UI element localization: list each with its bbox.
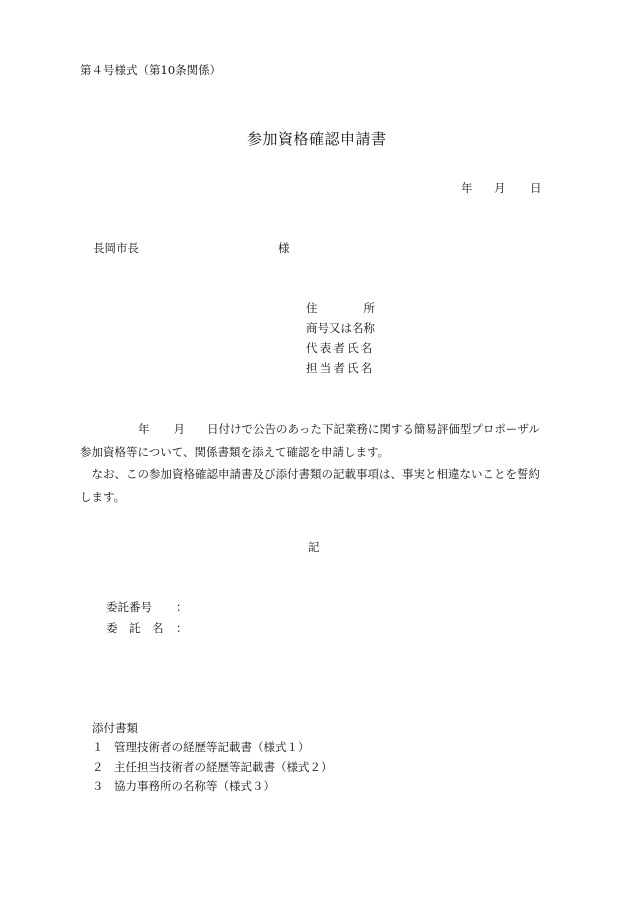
statement-line-2: 参加資格等について、関係書類を添えて確認を申請します。 [80, 444, 390, 459]
attachment-item [92, 780, 275, 794]
ki-heading: 記 [308, 540, 320, 554]
attachments-heading: 添付書類 [92, 721, 138, 735]
applicant-address-label: 住 所 [306, 301, 375, 315]
attachment-text: 管理技術者の経歴等記載書（様式１） [114, 740, 310, 754]
date-day-label: 日 [530, 181, 542, 195]
attachment-text: 協力事務所の名称等（様式３） [114, 779, 275, 793]
statement-line-4: します。 [80, 489, 126, 504]
applicant-representative-label: 代表者氏名 [306, 341, 375, 355]
contract-number-colon: ： [176, 600, 188, 614]
applicant-company-label: 商号又は名称 [306, 321, 375, 335]
contract-number-label: 委託番号 [106, 600, 152, 614]
addressee-name: 長岡市長 [93, 241, 139, 255]
applicant-contact-label: 担当者氏名 [306, 361, 375, 375]
date-month-label: 月 [494, 181, 506, 195]
statement-month: 月 [173, 422, 185, 436]
addressee-honorific: 様 [278, 241, 290, 255]
statement-line-1-text: 日付けで公告のあった下記業務に関する簡易評価型プロポーザル [207, 422, 540, 436]
attachment-item [92, 741, 310, 755]
form-number: 第４号様式（第10条関係） [80, 63, 222, 77]
attachment-number: １ [92, 740, 104, 754]
attachment-text: 主任担当技術者の経歴等記載書（様式２） [114, 760, 333, 774]
statement-year: 年 [138, 422, 150, 436]
attachment-number: ２ [92, 760, 104, 774]
attachment-number: ３ [92, 779, 104, 793]
statement-line-1 [80, 418, 556, 441]
contract-name-label: 委 託 名 [106, 621, 164, 635]
contract-name-colon: ： [176, 621, 188, 635]
attachment-item [92, 761, 333, 775]
application-statement [80, 418, 556, 508]
field-row-contract-number [106, 601, 188, 615]
date-year-label: 年 [461, 181, 473, 195]
statement-line-3: なお、この参加資格確認申請書及び添付書類の記載事項は、事実と相違ないことを誓約 [80, 467, 540, 481]
field-row-contract-name [106, 622, 188, 636]
document-title: 参加資格確認申請書 [247, 130, 387, 148]
